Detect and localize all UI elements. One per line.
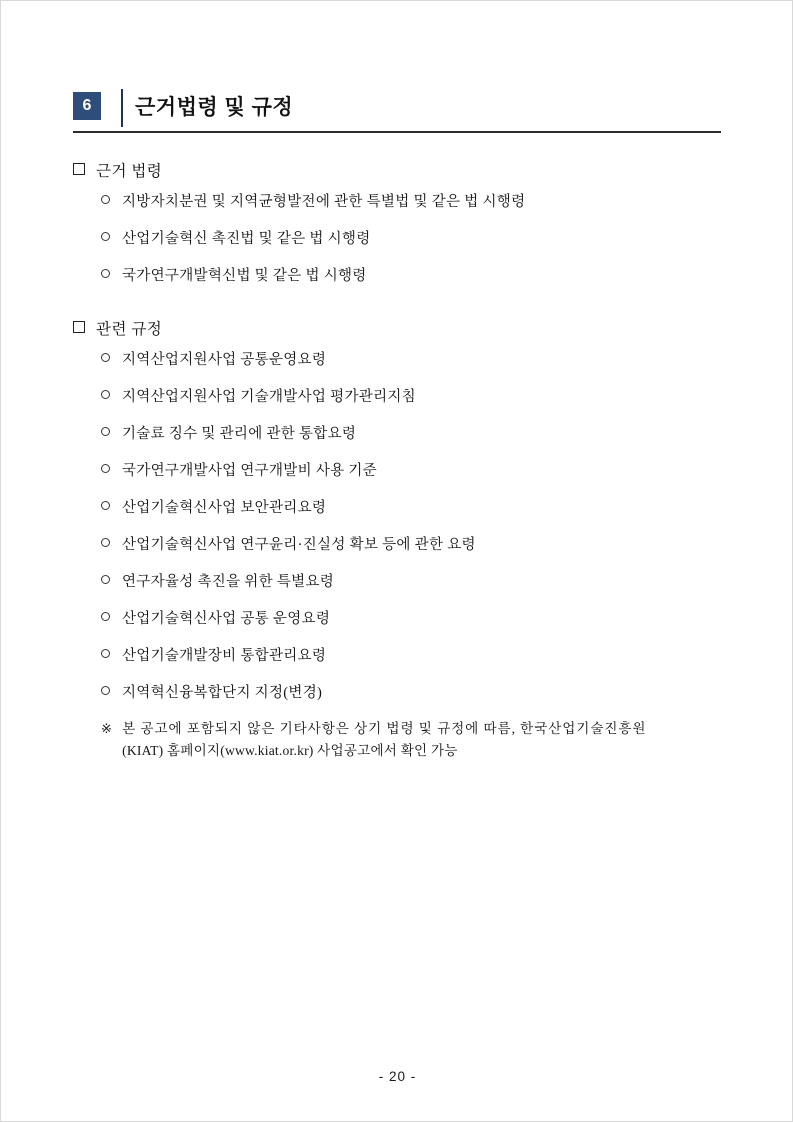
list-item [73, 422, 729, 443]
list-item [73, 348, 729, 369]
section-number-badge: 6 [73, 92, 101, 120]
list-item [73, 459, 729, 480]
circle-bullet-icon [101, 686, 110, 695]
list-item-label: 지역산업지원사업 기술개발사업 평가관리지침 [122, 389, 416, 405]
section-divider [121, 89, 123, 127]
page-number: - 20 - [378, 1069, 417, 1084]
list-item-label: 지방자치분권 및 지역균형발전에 관한 특별법 및 같은 법 시행령 [122, 194, 526, 210]
group-title-label: 관련 규정 [96, 321, 163, 338]
circle-bullet-icon [101, 464, 110, 473]
list-item [73, 644, 729, 665]
circle-bullet-icon [101, 612, 110, 621]
square-bullet-icon [73, 163, 85, 175]
list-item-label: 국가연구개발혁신법 및 같은 법 시행령 [122, 268, 367, 284]
footnote-line-2: (KIAT) 홈페이지(www.kiat.or.kr) 사업공고에서 확인 가능 [122, 743, 458, 759]
circle-bullet-icon [101, 195, 110, 204]
group-title-label: 근거 법령 [96, 163, 163, 180]
list-item [73, 607, 729, 628]
circle-bullet-icon [101, 232, 110, 241]
section-underline [73, 131, 721, 133]
list-item-label: 산업기술혁신 촉진법 및 같은 법 시행령 [122, 231, 371, 247]
page-title: 근거법령 및 규정 [135, 96, 294, 119]
footnote-body [122, 718, 646, 763]
list-item [73, 570, 729, 591]
list-item-label: 기술료 징수 및 관리에 관한 통합요령 [122, 426, 357, 442]
list-item [73, 533, 729, 554]
circle-bullet-icon [101, 427, 110, 436]
list-item [73, 385, 729, 406]
list-item [73, 496, 729, 517]
list-item [73, 681, 729, 702]
square-bullet-icon [73, 321, 85, 333]
list-item [73, 264, 729, 285]
group-legal-basis [73, 159, 729, 285]
footnote [73, 718, 729, 763]
list-item-label: 산업기술개발장비 통합관리요령 [122, 648, 327, 664]
list-item-label: 지역산업지원사업 공통운영요령 [122, 352, 327, 368]
list-item-label: 산업기술혁신사업 공통 운영요령 [122, 611, 331, 627]
circle-bullet-icon [101, 269, 110, 278]
group-spacer [73, 303, 729, 317]
document-content [73, 159, 729, 781]
group-related-regulations [73, 317, 729, 763]
circle-bullet-icon [101, 390, 110, 399]
list-item-label: 산업기술혁신사업 보안관리요령 [122, 500, 327, 516]
reference-mark-icon: ※ [101, 721, 113, 736]
list-item-label: 지역혁신융복합단지 지정(변경) [122, 685, 323, 701]
list-item-label: 산업기술혁신사업 연구윤리·진실성 확보 등에 관한 요령 [122, 537, 476, 553]
circle-bullet-icon [101, 538, 110, 547]
list-item-label: 연구자율성 촉진을 위한 특별요령 [122, 574, 335, 590]
circle-bullet-icon [101, 501, 110, 510]
circle-bullet-icon [101, 649, 110, 658]
group-title [73, 317, 729, 339]
circle-bullet-icon [101, 575, 110, 584]
circle-bullet-icon [101, 353, 110, 362]
group-title [73, 159, 729, 181]
section-header [73, 89, 721, 139]
list-item [73, 227, 729, 248]
footnote-line-1: 본 공고에 포함되지 않은 기타사항은 상기 법령 및 규정에 따름, 한국산업기술진흥원 [122, 721, 647, 736]
list-item [73, 190, 729, 211]
list-item-label: 국가연구개발사업 연구개발비 사용 기준 [122, 463, 377, 479]
